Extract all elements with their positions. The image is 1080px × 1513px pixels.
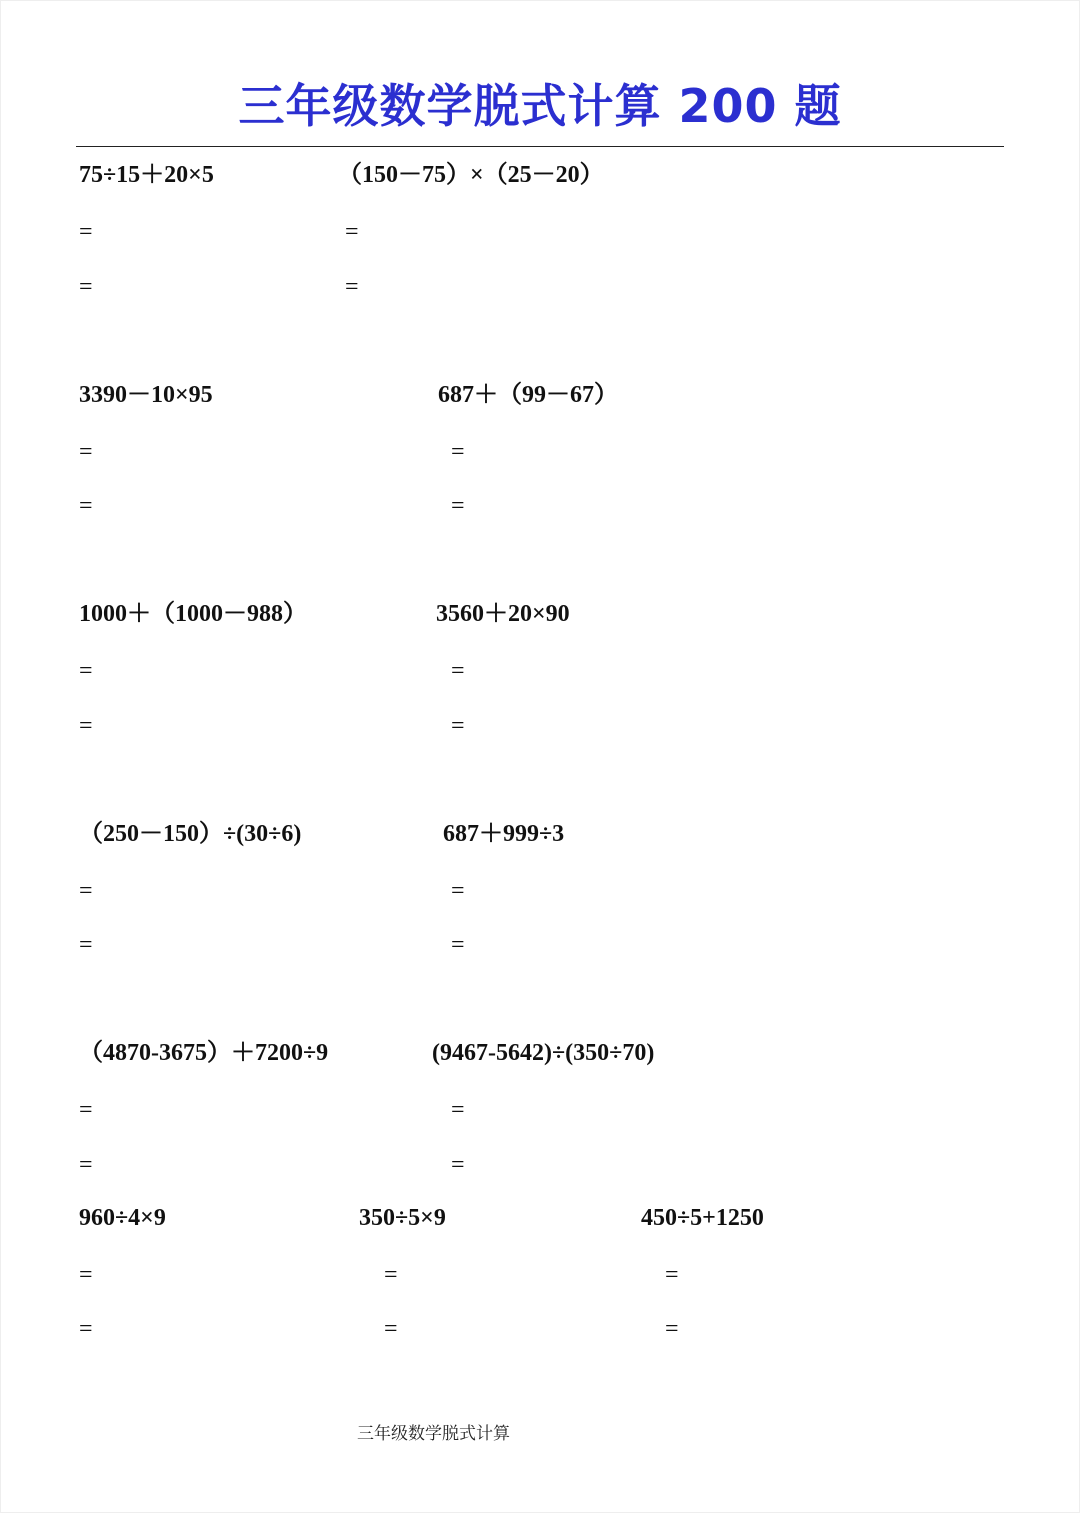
answer-step-11-1: =: [79, 1262, 93, 1288]
problem-expression-9: （4870-3675）＋7200÷9: [79, 1040, 329, 1066]
answer-step-13-2: =: [665, 1316, 679, 1342]
problem-expression-2: （150－75）×（25－20）: [338, 162, 604, 188]
answer-step-12-1: =: [384, 1262, 398, 1288]
answer-step-12-2: =: [384, 1316, 398, 1342]
problem-expression-11: 960÷4×9: [79, 1205, 166, 1231]
answer-step-1-1: =: [79, 219, 93, 245]
problem-expression-4: 687＋（99－67）: [438, 382, 618, 408]
answer-step-2-1: =: [345, 219, 359, 245]
answer-step-7-2: =: [79, 932, 93, 958]
answer-step-5-2: =: [79, 713, 93, 739]
answer-step-9-1: =: [79, 1097, 93, 1123]
problem-expression-1: 75÷15＋20×5: [79, 162, 214, 188]
title-divider: [76, 146, 1004, 147]
answer-step-1-2: =: [79, 274, 93, 300]
problem-expression-5: 1000＋（1000－988）: [79, 601, 307, 627]
answer-step-8-2: =: [451, 932, 465, 958]
answer-step-3-2: =: [79, 493, 93, 519]
problem-expression-8: 687＋999÷3: [443, 821, 565, 847]
answer-step-4-2: =: [451, 493, 465, 519]
problem-expression-7: （250－150）÷(30÷6): [79, 821, 302, 847]
answer-step-3-1: =: [79, 439, 93, 465]
answer-step-8-1: =: [451, 878, 465, 904]
problem-expression-10: (9467-5642)÷(350÷70): [432, 1040, 655, 1066]
answer-step-13-1: =: [665, 1262, 679, 1288]
answer-step-11-2: =: [79, 1316, 93, 1342]
answer-step-10-1: =: [451, 1097, 465, 1123]
problem-expression-3: 3390－10×95: [79, 382, 213, 408]
problem-expression-13: 450÷5+1250: [641, 1205, 764, 1231]
answer-step-2-2: =: [345, 274, 359, 300]
problem-expression-6: 3560＋20×90: [436, 601, 570, 627]
answer-step-10-2: =: [451, 1152, 465, 1178]
answer-step-9-2: =: [79, 1152, 93, 1178]
answer-step-5-1: =: [79, 658, 93, 684]
page-title: 三年级数学脱式计算 200 题: [238, 79, 842, 133]
answer-step-6-1: =: [451, 658, 465, 684]
answer-step-4-1: =: [451, 439, 465, 465]
page-footer: 三年级数学脱式计算: [357, 1424, 510, 1444]
answer-step-6-2: =: [451, 713, 465, 739]
problem-expression-12: 350÷5×9: [359, 1205, 446, 1231]
answer-step-7-1: =: [79, 878, 93, 904]
